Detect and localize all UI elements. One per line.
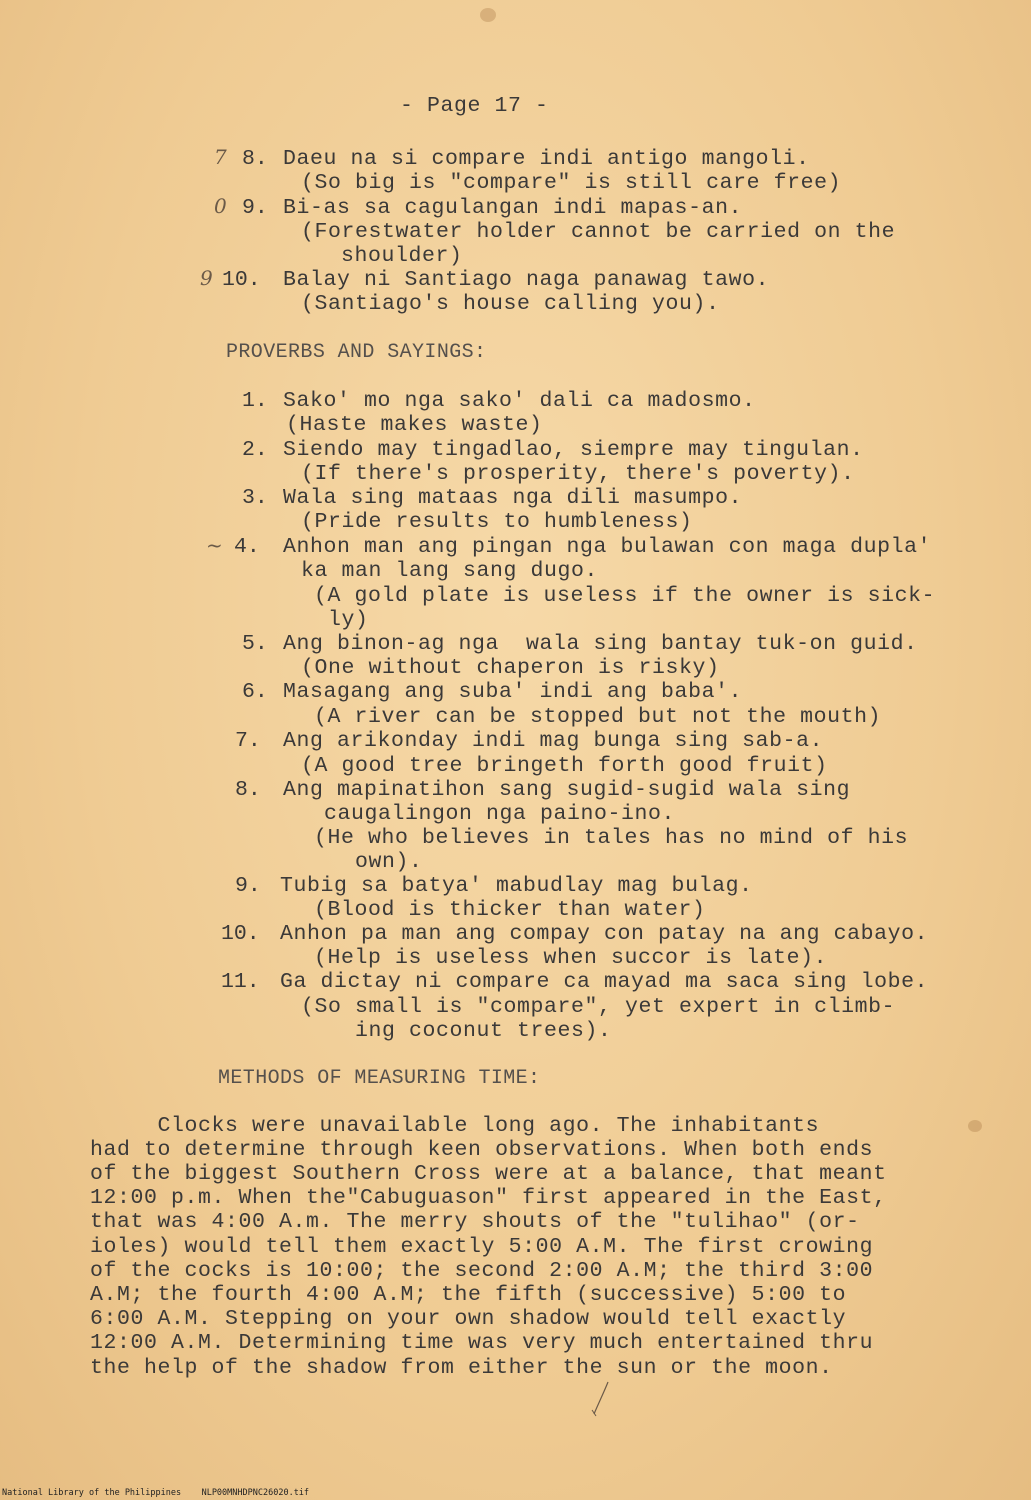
proverb-text: Tubig sa batya' mabudlay mag bulag. [280,874,753,898]
proverb-translation: (Pride results to humbleness) [301,510,693,534]
proverb-number: 1. [242,389,268,413]
proverb-text: Wala sing mataas nga dili masumpo. [283,486,743,510]
proverb-number: 4. [234,535,260,559]
margin-mark: 0 [214,194,227,218]
paragraph-line: of the cocks is 10:00; the second 2:00 A.M; the third 3:00 [90,1259,874,1283]
proverb-text: Siendo may tingadlao, siempre may tingulan. [283,438,864,462]
proverb-text: Ang binon-ag nga wala sing bantay tuk-on guid. [283,632,918,656]
proverb-translation: (One without chaperon is risky) [301,656,720,680]
riddle-number: 10. [222,268,261,292]
proverb-number: 5. [242,632,268,656]
paragraph-line: the help of the shadow from either the sun or the moon. [90,1356,833,1380]
riddle-translation: (Santiago's house calling you). [301,292,720,316]
paper-stain [968,1120,982,1132]
paragraph-line: 12:00 p.m. When the"Cabuguason" first appeared in the East, [90,1186,887,1210]
paragraph-line: 12:00 A.M. Determining time was very much entertained thru [90,1331,874,1355]
proverb-text: Sako' mo nga sako' dali ca madosmo. [283,389,756,413]
proverb-text: Anhon man ang pingan nga bulawan con maga dupla' [283,535,932,559]
proverb-number: 10. [221,922,260,946]
proverb-number: 8. [235,778,261,802]
paragraph-line: had to determine through keen observations. When both ends [90,1138,874,1162]
riddle-translation: shoulder) [341,244,463,268]
proverb-number: 9. [235,874,261,898]
proverb-number: 6. [242,680,268,704]
riddle-number: 8. [242,147,268,171]
proverb-text: Ang arikonday indi mag bunga sing sab-a. [283,729,824,753]
proverb-text: caugalingon nga paino-ino. [324,802,676,826]
paragraph-line: 6:00 A.M. Stepping on your own shadow would tell exactly [90,1307,847,1331]
proverb-translation: (Help is useless when succor is late). [314,946,828,970]
proverb-translation: (A gold plate is useless if the owner is sick- [314,584,936,608]
proverb-text: Ga dictay ni compare ca mayad ma saca sing lobe. [280,970,929,994]
paragraph-line: A.M; the fourth 4:00 A.M; the fifth (successive) 5:00 to [90,1283,847,1307]
paragraph-line: ioles) would tell them exactly 5:00 A.M. The first crowing [90,1235,874,1259]
pencil-mark-icon [586,1380,616,1420]
proverb-translation: ing coconut trees). [355,1019,612,1043]
section-heading-proverbs: PROVERBS AND SAYINGS: [226,341,487,364]
margin-mark: 7 [214,145,227,169]
proverb-text: ka man lang sang dugo. [301,559,599,583]
paragraph-line: Clocks were unavailable long ago. The inhabitants [90,1114,820,1138]
proverb-number: 7. [235,729,261,753]
page-header: - Page 17 - [400,94,549,118]
proverb-translation: own). [355,850,423,874]
riddle-text: Daeu na si compare indi antigo mangoli. [283,147,810,171]
paper-stain [480,8,496,22]
proverb-translation: (A good tree bringeth forth good fruit) [301,754,828,778]
proverb-translation: (So small is "compare", yet expert in climb- [301,995,896,1019]
paragraph-line: of the biggest Southern Cross were at a balance, that meant [90,1162,887,1186]
archive-footer: National Library of the Philippines NLP00MNHDPNC26020.tif [2,1488,310,1498]
proverb-translation: (If there's prosperity, there's poverty). [301,462,855,486]
margin-mark: ~ [206,533,223,557]
section-heading-time: METHODS OF MEASURING TIME: [218,1067,541,1090]
proverb-number: 2. [242,438,268,462]
proverb-text: Ang mapinatihon sang sugid-sugid wala sing [283,778,851,802]
paragraph-line: that was 4:00 A.m. The merry shouts of the "tulihao" (or- [90,1210,860,1234]
riddle-text: Balay ni Santiago naga panawag tawo. [283,268,770,292]
proverb-text: Masagang ang suba' indi ang baba'. [283,680,743,704]
riddle-translation: (Forestwater holder cannot be carried on the [301,220,896,244]
proverb-translation: (A river can be stopped but not the mouth) [314,705,882,729]
proverb-translation: ly) [328,608,369,632]
margin-mark: 9 [200,266,213,290]
proverb-translation: (Blood is thicker than water) [314,898,706,922]
proverb-number: 11. [221,970,260,994]
proverb-text: Anhon pa man ang compay con patay na ang cabayo. [280,922,929,946]
proverb-number: 3. [242,486,268,510]
proverb-translation: (Haste makes waste) [286,413,543,437]
riddle-text: Bi-as sa cagulangan indi mapas-an. [283,196,743,220]
riddle-translation: (So big is "compare" is still care free) [301,171,842,195]
proverb-translation: (He who believes in tales has no mind of his [314,826,909,850]
riddle-number: 9. [242,196,268,220]
